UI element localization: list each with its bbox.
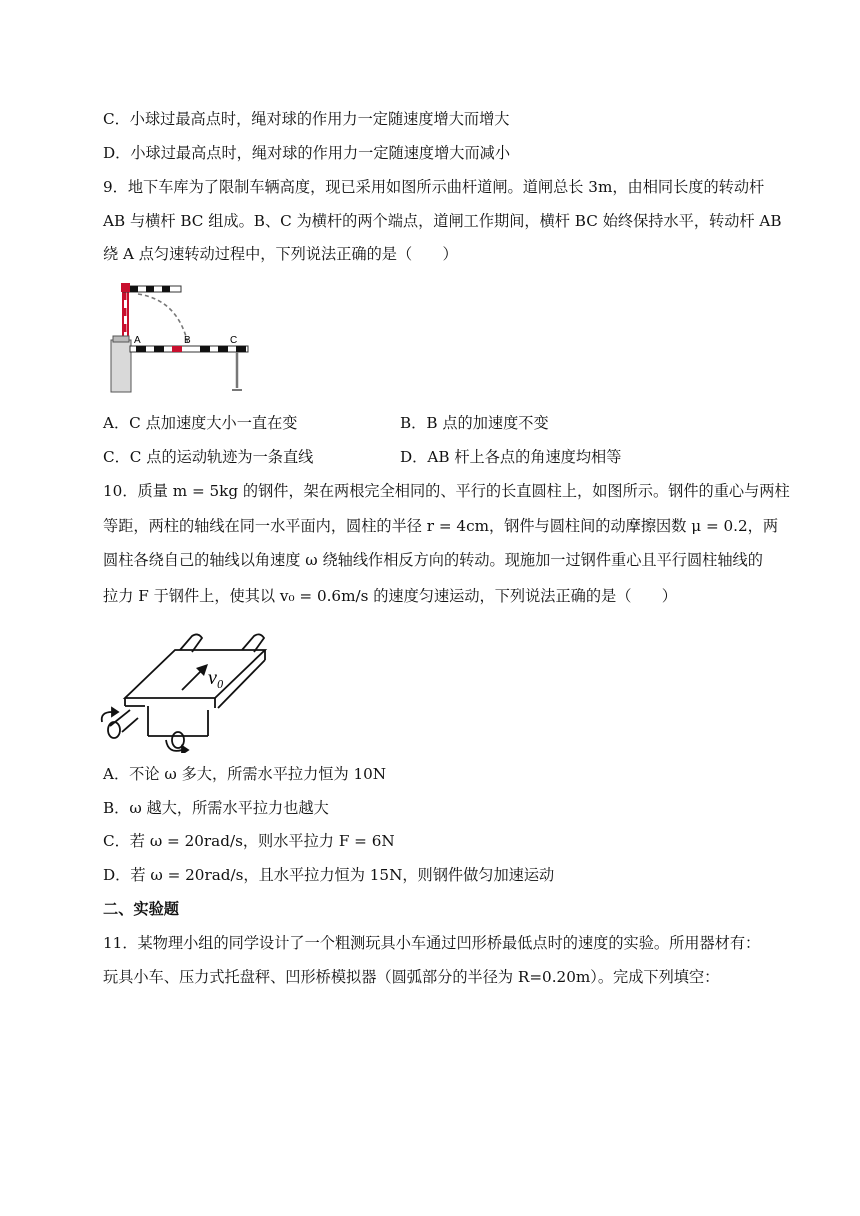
q10-stem-line3: 圆柱各绕自己的轴线以角速度 ω 绕轴线作相反方向的转动。现施加一过钢件重心且平行圆柱轴线的 [103, 551, 763, 569]
q10-stem-line4: 拉力 F 于钢件上，使其以 v₀ = 0.6m/s 的速度匀速运动，下列说法正确的是（ ） [103, 587, 677, 605]
q10-stem-line2: 等距，两柱的轴线在同一水平面内，圆柱的半径 r = 4cm，钢件与圆柱间的动摩擦因数 μ = 0.2，两 [103, 517, 779, 535]
v0-label: v₀ [208, 667, 224, 689]
q9-barrier-gate-figure [108, 282, 258, 394]
q8-option-c: C．小球过最高点时，绳对球的作用力一定随速度增大而增大 [103, 110, 510, 128]
q9-option-c: C．C 点的运动轨迹为一条直线 [103, 448, 314, 466]
q8-option-d: D．小球过最高点时，绳对球的作用力一定随速度增大而减小 [103, 144, 511, 162]
q10-option-a: A．不论 ω 多大，所需水平拉力恒为 10N [103, 765, 387, 783]
q9-option-d: D．AB 杆上各点的角速度均相等 [400, 448, 622, 466]
q11-stem-line2: 玩具小车、压力式托盘秤、凹形桥模拟器（圆弧部分的半径为 R=0.20m）。完成下列填空： [103, 968, 720, 986]
label-a: A [134, 335, 141, 346]
lowered-bar [130, 346, 248, 352]
section-heading-experiment: 二、实验题 [103, 900, 179, 918]
q9-option-a: A．C 点加速度大小一直在变 [103, 414, 298, 432]
steel-block-top [125, 650, 265, 698]
q10-cylinders-figure [100, 628, 280, 753]
gate-housing [111, 340, 131, 392]
q11-stem-line1: 11．某物理小组的同学设计了一个粗测玩具小车通过凹形桥最低点时的速度的实验。所用器材有： [103, 934, 761, 952]
rotation-arc [138, 294, 188, 344]
q9-option-b: B．B 点的加速度不变 [400, 414, 549, 432]
q10-stem-line1: 10．质量 m = 5kg 的钢件，架在两根完全相同的、平行的长直圆柱上，如图所示。钢件的重心与两柱 [103, 482, 790, 500]
q9-stem-line3: 绕 A 点匀速转动过程中，下列说法正确的是（ ） [103, 245, 458, 263]
q9-stem-line1: 9．地下车库为了限制车辆高度，现已采用如图所示曲杆道闸。道闸总长 3m，由相同长度的转动杆 [103, 178, 765, 196]
label-c: C [230, 335, 238, 346]
q9-stem-line2: AB 与横杆 BC 组成。B、C 为横杆的两个端点，道闸工作期间，横杆 BC 始终保持水平，转动杆 AB [103, 212, 782, 230]
q10-option-c: C．若 ω = 20rad/s，则水平拉力 F = 6N [103, 832, 395, 850]
label-b: B [184, 335, 191, 346]
q10-option-b: B．ω 越大，所需水平拉力也越大 [103, 799, 329, 817]
q10-option-d: D．若 ω = 20rad/s，且水平拉力恒为 15N，则钢件做匀加速运动 [103, 866, 555, 884]
